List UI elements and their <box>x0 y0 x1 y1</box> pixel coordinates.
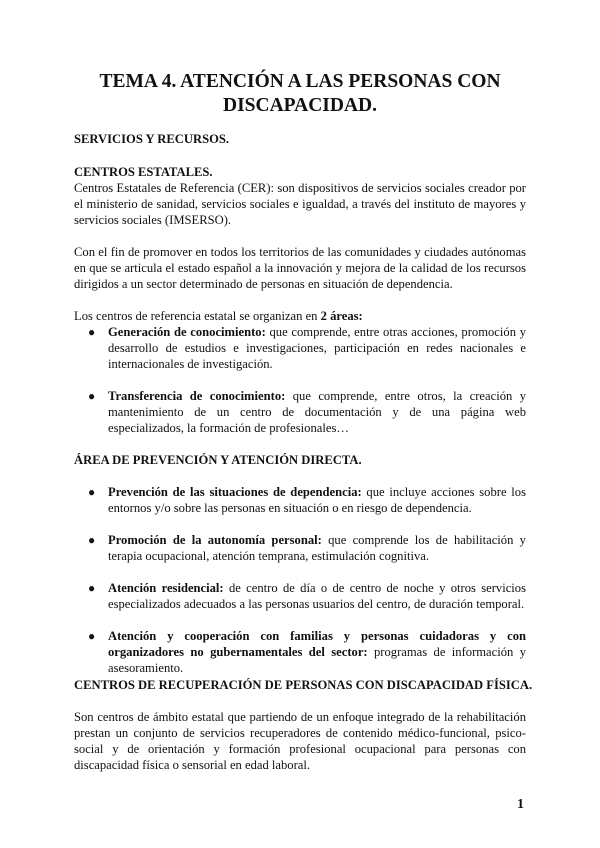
bullet-text: que incluye acciones sobre los entornos y/o sobre las personas en situación o en riesgo de dependencia. <box>108 485 526 515</box>
areas-count: 2 áreas: <box>320 309 363 323</box>
bullet-bold: Atención residencial: <box>108 581 224 595</box>
bullet-dot: ● <box>88 389 96 403</box>
bullet-cooperacion <box>88 628 527 676</box>
bullet-dot: ● <box>88 581 96 595</box>
page-number: 1 <box>517 797 524 812</box>
bullet-prevencion <box>88 484 526 516</box>
bullet-bold: Atención y cooperación con familias y personas cuidadoras y con organizadores no gubernamentales del sector: <box>108 629 526 659</box>
bullet-text: que comprende, entre otros, la creación y mantenimiento de un centro de documentación y de una página web especializados, la formación de profesionales… <box>108 389 526 435</box>
areas-intro <box>74 308 526 324</box>
cer-paragraph: Centros Estatales de Referencia (CER): son dispositivos de servicios sociales creador por el ministerio de sanidad, servicios sociales e igualdad, a través del instituto de mayores y servicios sociales (IMSERSO). <box>74 181 526 227</box>
bullet-text: que comprende, entre otras acciones, promoción y desarrollo de estudios e investigaciones, participación en redes nacionales e internacionales de investigación. <box>108 325 526 371</box>
bullet-bold: Promoción de la autonomía personal: <box>108 533 322 547</box>
servicios-heading: SERVICIOS Y RECURSOS. <box>74 132 230 146</box>
bullet-generacion <box>88 324 526 372</box>
recuperacion-heading: CENTROS DE RECUPERACIÓN DE PERSONAS CON DISCAPACIDAD FÍSICA. <box>74 678 533 692</box>
bullet-dot: ● <box>88 533 96 547</box>
recuperacion-paragraph: Son centros de ámbito estatal que partiendo de un enfoque integrado de la rehabilitación prestan un conjunto de servicios recuperadores de contenido médico-funcional, psico-social y de orientación y formación profesional ocupacional para personas con discapacidad física o sensorial en edad laboral. <box>74 710 526 772</box>
bullet-dot: ● <box>88 485 96 499</box>
bullet-bold: Generación de conocimiento: <box>108 325 266 339</box>
bullet-text: programas de información y asesoramiento. <box>108 645 527 675</box>
bullet-dot: ● <box>88 325 96 339</box>
document-title: TEMA 4. ATENCIÓN A LAS PERSONAS CON DISCAPACIDAD. <box>99 71 501 116</box>
bullet-promocion <box>88 532 526 564</box>
bullet-transferencia <box>88 388 526 436</box>
bullet-bold: Prevención de las situaciones de dependencia: <box>108 485 362 499</box>
centros-estatales-heading: CENTROS ESTATALES. <box>74 165 213 179</box>
areas-intro-text: Los centros de referencia estatal se organizan en <box>74 309 321 323</box>
bullet-dot: ● <box>88 629 96 643</box>
bullet-text: que comprende los de habilitación y terapia ocupacional, atención temprana, estimulación cognitiva. <box>108 533 526 563</box>
prevencion-heading: ÁREA DE PREVENCIÓN Y ATENCIÓN DIRECTA. <box>74 453 362 467</box>
bullet-residencial <box>88 580 526 612</box>
fin-paragraph: Con el fin de promover en todos los territorios de las comunidades y ciudades autónomas en que se articula el estado español a la innovación y mejora de la calidad de los recursos dirigidos a un sector determinado de personas en situación de dependencia. <box>74 245 526 291</box>
bullet-bold: Transferencia de conocimiento: <box>108 389 286 403</box>
bullet-text: de centro de día o de centro de noche y otros servicios especializados adecuados a las personas usuarios del centro, de duración temporal. <box>108 581 526 611</box>
